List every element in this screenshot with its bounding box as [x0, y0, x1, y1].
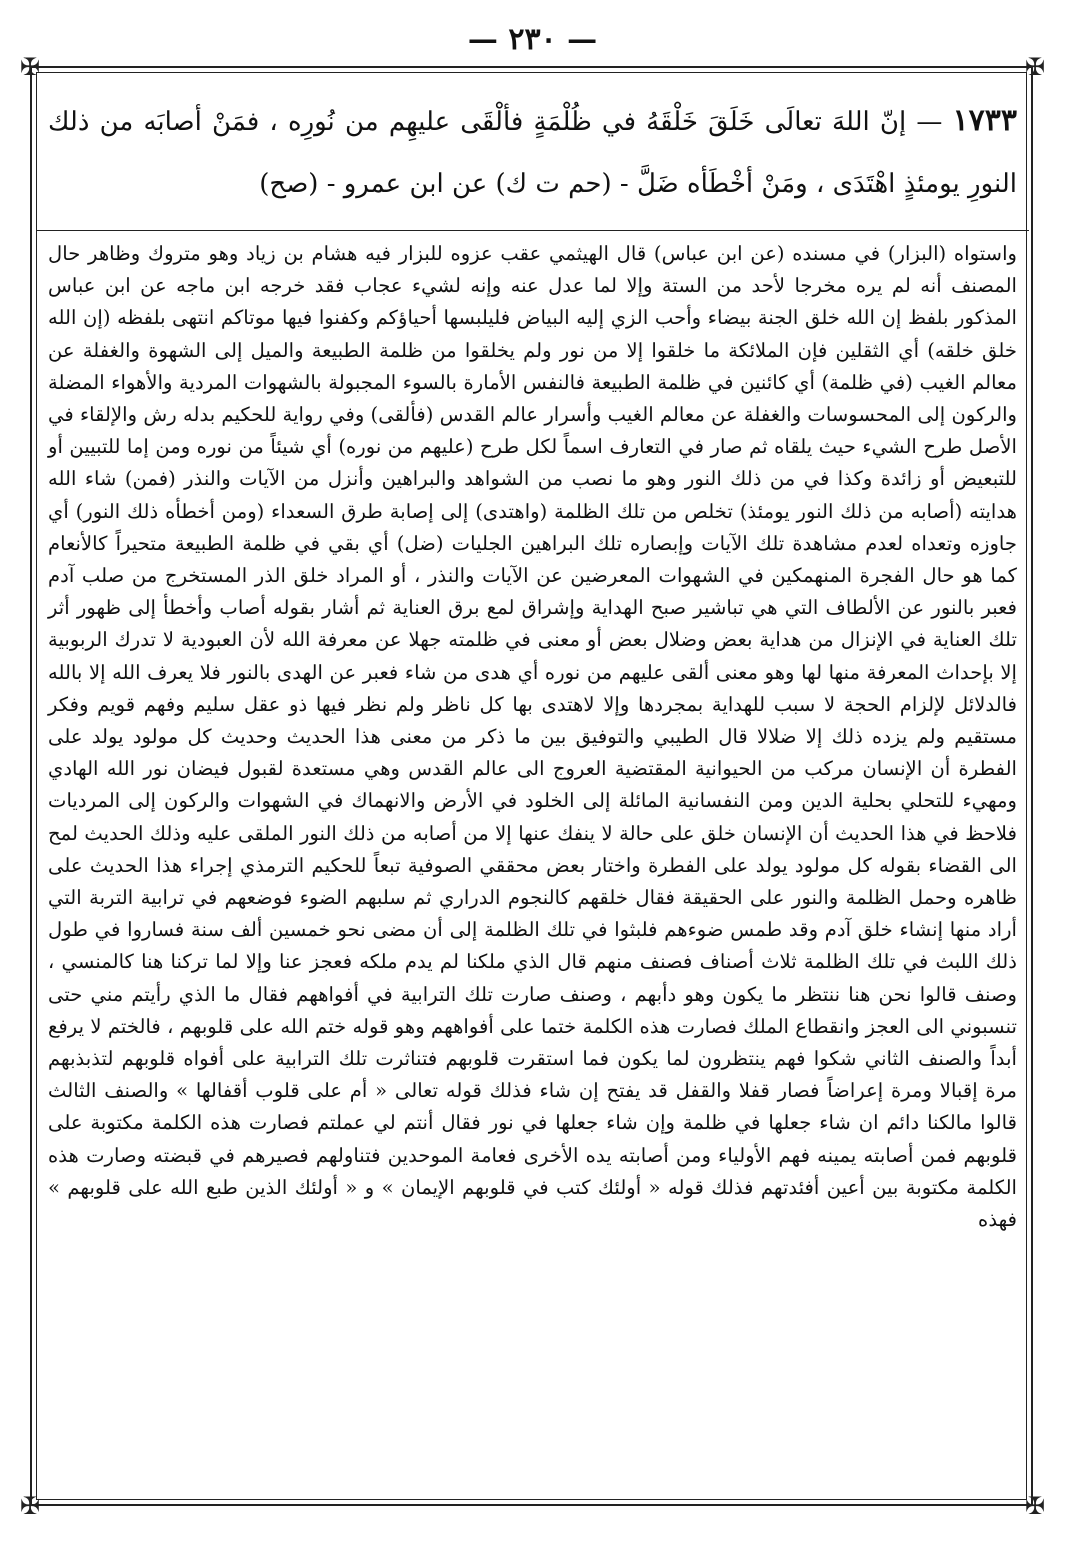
commentary-block [48, 238, 1017, 1493]
section-divider [36, 230, 1029, 231]
commentary-text: واستواه (البزار) في مسنده (عن ابن عباس) قال الهيثمي عقب عزوه للبزار فيه هشام بن زياد وهو متروك وظاهر حال المصنف أنه لم يره مخرجا لأحد من الستة وإلا لما عدل عنه وإنه لشيء عجاب فقد خرجه ابن ماجه عن ابن عباس المذكور بلفظ إن الله خلق الجنة بيضاء وأحب الزي إليه البياض فليلبسها أحياؤكم وكفنوا فيها موتاكم انتهى بلفظه (إن الله خلق خلقه) أي الثقلين فإن الملائكة ما خلقوا إلا من نور ولم يخلقوا من ظلمة الطبيعة والميل إلى الشهوة والغفلة عن معالم الغيب (في ظلمة) أي كائنين في ظلمة الطبيعة فالنفس الأمارة بالسوء المجبولة بالشهوات المردية والأهواء المضلة والركون إلى المحسوسات والغفلة عن معالم الغيب وأسرار عالم القدس (فألقى) وفي رواية للحكيم بدله رش والإلقاء في الأصل طرح الشيء حيث يلقاه ثم صار في التعارف اسماً لكل طرح (عليهم من نوره) أي شيئاً من نوره ومن إما للتبيين أو للتبعيض أو زائدة وكذا في من ذلك النور وهو ما نصب من الشواهد والبراهين وأنزل من الآيات والنذر (فمن) شاء الله هدايته (أصابه من ذلك النور يومئذ) تخلص من تلك الظلمة (واهتدى) إلى إصابة طرق السعداء (ومن أخطأه ذلك النور) أي جاوزه وتعداه لعدم مشاهدة تلك الآيات وإبصاره تلك البراهين الجليات (ضل) أي بقي في ظلمة الطبيعة متحيراً كالأنعام كما هو حال الفجرة المنهمكين في الشهوات المعرضين عن الآيات والنذر ، أو المراد خلق الذر المستخرج من صلب آدم فعبر بالنور عن الألطاف التي هي تباشير صبح الهداية وإشراق لمع برق العناية ثم أشار بقوله أصاب وأخطأ إلى ظهور أثر تلك العناية في الإنزال من هداية بعض وضلال بعض أو معنى في ظلمته جهلا عن معرفة الله لأن العبودية لا تدرك الربوبية إلا بإحداث المعرفة منها لها وهو معنى ألقى عليهم من نوره أي هدى من شاء فعبر عن الهدى بالنور فلا يعرف الله إلا بالله فالدلائل لإلزام الحجة لا سبب للهداية بمجردها وإلا لاهتدى بها كل ناظر ولم نظر فيها ذو عقل سليم وفهم قويم وفكر مستقيم ولم يزده ذلك إلا ضلالا قال الطيبي والتوفيق بين ما ذكر من معنى هذا الحديث وحديث كل مولود يولد على الفطرة أن الإنسان مركب من الحيوانية المقتضية العروج الى عالم القدس وهي مستعدة لقبول فيضان نور الله الهادي ومهيء للتحلي بحلية الدين ومن النفسانية المائلة إلى الخلود في الأرض والانهماك في الشهوات والركون إلى المرديات فلاحظ في هذا الحديث أن الإنسان خلق على حالة لا ينفك عنها إلا من أصابه من ذلك النور الملقى عليه وذلك الحديث لمح الى القضاء بقوله كل مولود يولد على الفطرة واختار بعض محققي الصوفية تبعاً للحكيم الترمذي إجراء هذا الحديث على ظاهره وحمل الظلمة والنور على الحقيقة فقال خلقهم كالنجوم الدراري ثم سلبهم الضوء فوضعهم في ترابية التربة التي أراد منها إنشاء خلق آدم وقد طمس ضوءهم فلبثوا في تلك الظلمة إلى أن مضى نحو خمسين ألف سنة فساروا في طول ذلك اللبث في تلك الظلمة ثلاث أصناف فصنف منهم قال الذي ملكنا لم يدم ملكه فعجز عنا وإلا لما تركنا هنا كالمنسي ، وصنف قالوا نحن هنا ننتظر ما يكون وهو دأبهم ، وصنف صارت تلك الترابية في أفواههم فقال ما الذي رأيتم مني حتى تنسبوني الى العجز وانقطاع الملك فصارت هذه الكلمة ختما على أفواههم وهو قوله ختم الله على قلوبهم ، فالختم لا يرفع أبداً والصنف الثاني شكوا فهم ينتظرون لما يكون فما استقرت قلوبهم فتناثرت تلك الترابية على أفواه قلوبهم لتذبذبهم مرة إقبالا ومرة إعراضاً فصار قفلا والقفل قد يفتح إن شاء فذلك قوله تعالى « أم على قلوب أقفالها » والصنف الثالث قالوا مالكنا دائم ان شاء جعلها في ظلمة وإن شاء جعلها في نور فقال أنتم لي عملتم فصارت هذه الكلمة مكتوبة على قلوبهم فمن أصابته يمينه فهم الأولياء ومن أصابته يده الأخرى فعامة الموحدين فتناولهم فصيرهم في قبضته وصارت هذه الكلمة مكتوبة بين أعين أفئدتهم فذلك قوله « أولئك كتب في قلوبهم الإيمان » و « أولئك الذين طبع الله على قلوبهم » فهذه [48, 242, 1017, 1232]
hadith-text: — إنّ اللهَ تعالَى خَلَقَ خَلْقَهُ في ظُلْمَةٍ فألْقَى عليهِم من نُورِه ، فمَنْ أصابَه من ذلك النورِ يومئذٍ اهْتَدَى ، ومَنْ أخْطَأه ضَلَّ - (حم ت ك) عن ابن عمرو - (صح) [48, 107, 1017, 199]
hadith-number: ١٧٣٣ [952, 103, 1017, 138]
page-number: — ٢٣٠ — [467, 22, 598, 57]
corner-ornament-icon: ✠ [19, 53, 41, 81]
hadith-text-block [48, 90, 1017, 220]
corner-ornament-icon: ✠ [1024, 53, 1046, 81]
corner-ornament-icon: ✠ [19, 1492, 41, 1520]
corner-ornament-icon: ✠ [1024, 1492, 1046, 1520]
